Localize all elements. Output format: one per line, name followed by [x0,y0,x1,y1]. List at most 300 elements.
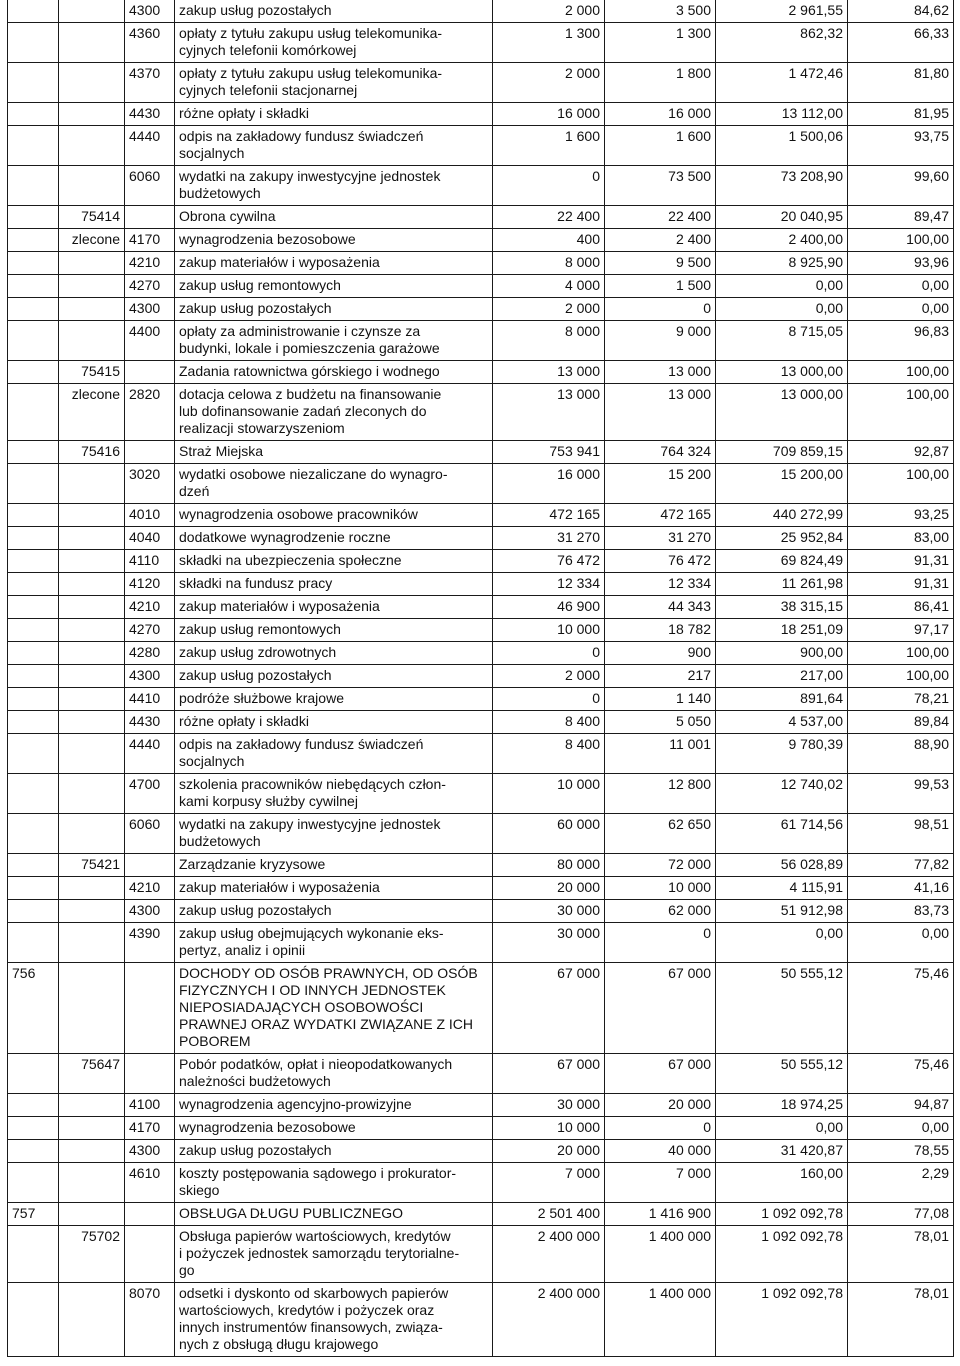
cell-execution: 1 472,46 [716,63,848,103]
cell-execution: 4 537,00 [716,711,848,734]
cell-execution: 1 500,06 [716,126,848,166]
cell-rozdzial [59,900,125,923]
cell-plan-after-changes: 20 000 [605,1094,716,1117]
cell-execution: 900,00 [716,642,848,665]
cell-description: zakup materiałów i wyposażenia [175,877,493,900]
cell-execution: 13 000,00 [716,361,848,384]
cell-rozdzial [59,252,125,275]
cell-rozdzial [59,1140,125,1163]
cell-dzial [8,734,59,774]
cell-execution: 0,00 [716,298,848,321]
budget-expenditure-table [7,0,954,1357]
cell-plan-after-changes: 1 600 [605,126,716,166]
cell-paragraf: 4270 [125,275,175,298]
cell-plan: 10 000 [493,774,605,814]
table-row [8,665,954,688]
cell-description: odsetki i dyskonto od skarbowych papierów wartościowych, kredytów i pożyczek oraz innych instrumentów finansowych, związa- nych z obsługą długu krajowego [175,1283,493,1357]
table-row [8,252,954,275]
cell-plan-after-changes: 9 000 [605,321,716,361]
cell-plan-after-changes: 31 270 [605,527,716,550]
cell-plan-after-changes: 1 416 900 [605,1203,716,1226]
cell-plan: 2 400 000 [493,1283,605,1357]
cell-rozdzial [59,504,125,527]
cell-percent: 78,01 [848,1283,954,1357]
cell-dzial [8,63,59,103]
cell-description: Zarządzanie kryzysowe [175,854,493,877]
cell-dzial [8,1163,59,1203]
cell-plan-after-changes: 3 500 [605,0,716,23]
cell-execution: 217,00 [716,665,848,688]
cell-percent: 0,00 [848,298,954,321]
cell-description: wynagrodzenia osobowe pracowników [175,504,493,527]
cell-plan: 13 000 [493,384,605,441]
cell-paragraf: 4300 [125,298,175,321]
cell-dzial [8,361,59,384]
cell-rozdzial: 75421 [59,854,125,877]
cell-paragraf [125,441,175,464]
cell-rozdzial [59,923,125,963]
table-row [8,774,954,814]
cell-execution: 4 115,91 [716,877,848,900]
cell-description: zakup usług remontowych [175,275,493,298]
cell-plan: 4 000 [493,275,605,298]
cell-plan: 0 [493,688,605,711]
cell-execution: 0,00 [716,923,848,963]
cell-dzial [8,642,59,665]
table-row [8,814,954,854]
cell-description: różne opłaty i składki [175,103,493,126]
cell-paragraf: 4100 [125,1094,175,1117]
cell-dzial [8,1140,59,1163]
cell-rozdzial [59,63,125,103]
table-row [8,1226,954,1283]
cell-dzial [8,665,59,688]
cell-percent: 66,33 [848,23,954,63]
cell-plan: 1 300 [493,23,605,63]
cell-dzial [8,252,59,275]
cell-plan: 8 400 [493,734,605,774]
table-row [8,1203,954,1226]
cell-rozdzial [59,642,125,665]
cell-dzial [8,596,59,619]
cell-plan-after-changes: 217 [605,665,716,688]
cell-plan-after-changes: 16 000 [605,103,716,126]
cell-percent: 100,00 [848,384,954,441]
cell-description: Zadania ratownictwa górskiego i wodnego [175,361,493,384]
cell-dzial [8,23,59,63]
cell-execution: 2 400,00 [716,229,848,252]
cell-percent: 0,00 [848,1117,954,1140]
cell-execution: 31 420,87 [716,1140,848,1163]
cell-plan: 16 000 [493,103,605,126]
cell-description: koszty postępowania sądowego i prokurator- skiego [175,1163,493,1203]
cell-execution: 0,00 [716,1117,848,1140]
cell-rozdzial: 75702 [59,1226,125,1283]
cell-percent: 81,95 [848,103,954,126]
cell-plan: 12 334 [493,573,605,596]
cell-rozdzial: zlecone [59,384,125,441]
cell-execution: 18 251,09 [716,619,848,642]
cell-percent: 0,00 [848,923,954,963]
cell-execution: 11 261,98 [716,573,848,596]
cell-plan-after-changes: 12 800 [605,774,716,814]
cell-percent: 41,16 [848,877,954,900]
cell-description: DOCHODY OD OSÓB PRAWNYCH, OD OSÓB FIZYCZNYCH I OD INNYCH JEDNOSTEK NIEPOSIADAJĄCYCH OSOBOWOŚCI PRAWNEJ ORAZ WYDATKI ZWIĄZANE Z ICH POBOREM [175,963,493,1054]
cell-description: odpis na zakładowy fundusz świadczeń socjalnych [175,126,493,166]
cell-plan: 20 000 [493,877,605,900]
cell-execution: 15 200,00 [716,464,848,504]
cell-plan: 0 [493,166,605,206]
cell-plan: 0 [493,642,605,665]
cell-plan-after-changes: 764 324 [605,441,716,464]
cell-paragraf: 4410 [125,688,175,711]
cell-percent: 0,00 [848,275,954,298]
table-row [8,103,954,126]
cell-execution: 50 555,12 [716,1054,848,1094]
cell-percent: 94,87 [848,1094,954,1117]
cell-plan: 30 000 [493,923,605,963]
cell-rozdzial [59,1094,125,1117]
cell-dzial [8,384,59,441]
cell-percent: 78,21 [848,688,954,711]
table-row [8,527,954,550]
table-row [8,596,954,619]
cell-plan-after-changes: 0 [605,923,716,963]
cell-paragraf [125,1203,175,1226]
table-row [8,298,954,321]
table-row [8,126,954,166]
cell-rozdzial: 75414 [59,206,125,229]
cell-paragraf: 4120 [125,573,175,596]
cell-rozdzial [59,688,125,711]
cell-plan-after-changes: 11 001 [605,734,716,774]
cell-paragraf: 4370 [125,63,175,103]
cell-description: zakup materiałów i wyposażenia [175,252,493,275]
cell-dzial [8,206,59,229]
table-row [8,1140,954,1163]
table-row [8,642,954,665]
cell-rozdzial [59,1163,125,1203]
cell-plan: 753 941 [493,441,605,464]
cell-plan-after-changes: 1 400 000 [605,1226,716,1283]
cell-percent: 98,51 [848,814,954,854]
cell-dzial [8,688,59,711]
cell-rozdzial [59,1203,125,1226]
table-row [8,166,954,206]
table-row [8,619,954,642]
cell-paragraf: 4300 [125,1140,175,1163]
cell-paragraf: 6060 [125,814,175,854]
table-row [8,900,954,923]
cell-percent: 89,47 [848,206,954,229]
cell-percent: 83,73 [848,900,954,923]
cell-description: Obrona cywilna [175,206,493,229]
cell-plan-after-changes: 10 000 [605,877,716,900]
cell-paragraf: 4040 [125,527,175,550]
cell-plan-after-changes: 1 500 [605,275,716,298]
cell-dzial [8,229,59,252]
cell-description: Pobór podatków, opłat i nieopodatkowanych należności budżetowych [175,1054,493,1094]
cell-rozdzial [59,23,125,63]
cell-rozdzial [59,665,125,688]
cell-plan-after-changes: 13 000 [605,361,716,384]
cell-percent: 86,41 [848,596,954,619]
cell-plan: 8 000 [493,252,605,275]
cell-dzial [8,126,59,166]
cell-percent: 92,87 [848,441,954,464]
cell-description: składki na fundusz pracy [175,573,493,596]
table-row [8,1094,954,1117]
table-row [8,1283,954,1357]
cell-dzial [8,814,59,854]
table-row [8,877,954,900]
cell-execution: 709 859,15 [716,441,848,464]
cell-paragraf: 8070 [125,1283,175,1357]
cell-percent: 91,31 [848,550,954,573]
cell-plan-after-changes: 900 [605,642,716,665]
cell-paragraf [125,361,175,384]
table-row [8,1117,954,1140]
cell-rozdzial: 75416 [59,441,125,464]
cell-plan-after-changes: 22 400 [605,206,716,229]
cell-plan-after-changes: 15 200 [605,464,716,504]
cell-percent: 75,46 [848,963,954,1054]
cell-rozdzial [59,596,125,619]
table-row [8,384,954,441]
cell-plan-after-changes: 0 [605,1117,716,1140]
cell-percent: 88,90 [848,734,954,774]
cell-plan-after-changes: 472 165 [605,504,716,527]
cell-paragraf [125,963,175,1054]
cell-percent: 99,53 [848,774,954,814]
cell-rozdzial [59,774,125,814]
cell-plan-after-changes: 18 782 [605,619,716,642]
cell-rozdzial [59,814,125,854]
cell-plan: 76 472 [493,550,605,573]
cell-description: dotacja celowa z budżetu na finansowanie lub dofinansowanie zadań zleconych do realizacji stowarzyszeniom [175,384,493,441]
table-row [8,854,954,877]
cell-description: opłaty z tytułu zakupu usług telekomunika- cyjnych telefonii komórkowej [175,23,493,63]
cell-plan-after-changes: 67 000 [605,963,716,1054]
cell-execution: 20 040,95 [716,206,848,229]
cell-plan: 30 000 [493,900,605,923]
cell-percent: 100,00 [848,229,954,252]
cell-paragraf: 4300 [125,0,175,23]
cell-rozdzial [59,711,125,734]
cell-description: podróże służbowe krajowe [175,688,493,711]
cell-plan: 10 000 [493,1117,605,1140]
table-row [8,1163,954,1203]
cell-plan: 472 165 [493,504,605,527]
cell-percent: 97,17 [848,619,954,642]
table-row [8,63,954,103]
cell-rozdzial [59,126,125,166]
cell-plan-after-changes: 1 800 [605,63,716,103]
cell-plan: 67 000 [493,963,605,1054]
cell-paragraf: 4430 [125,711,175,734]
cell-description: OBSŁUGA DŁUGU PUBLICZNEGO [175,1203,493,1226]
cell-execution: 891,64 [716,688,848,711]
cell-dzial [8,321,59,361]
cell-plan-after-changes: 72 000 [605,854,716,877]
cell-description: Obsługa papierów wartościowych, kredytów i pożyczek jednostek samorządu terytorialne- go [175,1226,493,1283]
cell-description: opłaty za administrowanie i czynsze za budynki, lokale i pomieszczenia garażowe [175,321,493,361]
cell-percent: 100,00 [848,361,954,384]
cell-dzial [8,464,59,504]
cell-percent: 93,75 [848,126,954,166]
cell-dzial [8,1054,59,1094]
table-row [8,464,954,504]
cell-description: wydatki osobowe niezaliczane do wynagro- dzeń [175,464,493,504]
cell-execution: 73 208,90 [716,166,848,206]
cell-paragraf: 4170 [125,229,175,252]
table-row [8,229,954,252]
cell-plan: 67 000 [493,1054,605,1094]
cell-description: dodatkowe wynagrodzenie roczne [175,527,493,550]
cell-plan-after-changes: 62 000 [605,900,716,923]
cell-percent: 83,00 [848,527,954,550]
cell-percent: 99,60 [848,166,954,206]
cell-plan: 7 000 [493,1163,605,1203]
cell-dzial [8,550,59,573]
cell-percent: 100,00 [848,665,954,688]
cell-description: zakup usług zdrowotnych [175,642,493,665]
cell-paragraf: 4430 [125,103,175,126]
cell-paragraf [125,1054,175,1094]
cell-percent: 84,62 [848,0,954,23]
cell-plan: 10 000 [493,619,605,642]
cell-paragraf: 3020 [125,464,175,504]
table-body [8,0,954,1357]
cell-plan-after-changes: 7 000 [605,1163,716,1203]
table-row [8,0,954,23]
cell-description: zakup usług remontowych [175,619,493,642]
cell-plan: 8 400 [493,711,605,734]
cell-plan: 2 000 [493,63,605,103]
cell-percent: 100,00 [848,642,954,665]
cell-rozdzial [59,619,125,642]
cell-dzial [8,774,59,814]
cell-execution: 2 961,55 [716,0,848,23]
cell-dzial [8,900,59,923]
cell-paragraf: 4610 [125,1163,175,1203]
cell-paragraf: 4280 [125,642,175,665]
cell-execution: 61 714,56 [716,814,848,854]
cell-percent: 77,82 [848,854,954,877]
cell-dzial [8,619,59,642]
cell-execution: 1 092 092,78 [716,1226,848,1283]
cell-rozdzial [59,527,125,550]
cell-description: zakup usług pozostałych [175,1140,493,1163]
cell-percent: 81,80 [848,63,954,103]
cell-rozdzial [59,0,125,23]
cell-description: odpis na zakładowy fundusz świadczeń socjalnych [175,734,493,774]
cell-execution: 9 780,39 [716,734,848,774]
cell-rozdzial: zlecone [59,229,125,252]
cell-percent: 91,31 [848,573,954,596]
cell-plan-after-changes: 1 300 [605,23,716,63]
cell-execution: 862,32 [716,23,848,63]
cell-dzial [8,1117,59,1140]
cell-description: różne opłaty i składki [175,711,493,734]
cell-plan: 2 000 [493,665,605,688]
cell-plan-after-changes: 73 500 [605,166,716,206]
cell-description: zakup materiałów i wyposażenia [175,596,493,619]
cell-paragraf: 4170 [125,1117,175,1140]
cell-paragraf: 4390 [125,923,175,963]
cell-rozdzial [59,550,125,573]
cell-description: wydatki na zakupy inwestycyjne jednostek budżetowych [175,814,493,854]
cell-plan-after-changes: 1 400 000 [605,1283,716,1357]
cell-execution: 13 000,00 [716,384,848,441]
cell-paragraf: 4010 [125,504,175,527]
cell-plan: 2 000 [493,298,605,321]
cell-plan: 2 000 [493,0,605,23]
cell-description: zakup usług pozostałych [175,665,493,688]
cell-dzial [8,527,59,550]
cell-dzial [8,854,59,877]
cell-plan-after-changes: 40 000 [605,1140,716,1163]
cell-dzial [8,711,59,734]
cell-dzial [8,923,59,963]
cell-plan: 31 270 [493,527,605,550]
cell-plan: 13 000 [493,361,605,384]
table-row [8,1054,954,1094]
cell-plan: 22 400 [493,206,605,229]
cell-description: szkolenia pracowników niebędących człon- kami korpusy służby cywilnej [175,774,493,814]
cell-paragraf: 4360 [125,23,175,63]
cell-paragraf [125,1226,175,1283]
cell-plan: 20 000 [493,1140,605,1163]
cell-paragraf: 4440 [125,126,175,166]
cell-execution: 0,00 [716,275,848,298]
cell-description: wynagrodzenia agencyjno-prowizyjne [175,1094,493,1117]
cell-percent: 100,00 [848,464,954,504]
cell-execution: 50 555,12 [716,963,848,1054]
cell-paragraf: 4210 [125,877,175,900]
cell-plan-after-changes: 1 140 [605,688,716,711]
cell-plan-after-changes: 9 500 [605,252,716,275]
cell-description: zakup usług pozostałych [175,298,493,321]
table-row [8,550,954,573]
table-row [8,441,954,464]
cell-dzial [8,441,59,464]
cell-percent: 77,08 [848,1203,954,1226]
cell-description: składki na ubezpieczenia społeczne [175,550,493,573]
table-row [8,711,954,734]
cell-plan: 2 501 400 [493,1203,605,1226]
cell-dzial [8,166,59,206]
cell-percent: 96,83 [848,321,954,361]
cell-percent: 89,84 [848,711,954,734]
cell-execution: 1 092 092,78 [716,1203,848,1226]
cell-rozdzial [59,573,125,596]
cell-paragraf: 4210 [125,252,175,275]
cell-percent: 93,25 [848,504,954,527]
cell-rozdzial: 75415 [59,361,125,384]
cell-plan-after-changes: 13 000 [605,384,716,441]
cell-execution: 69 824,49 [716,550,848,573]
cell-plan: 46 900 [493,596,605,619]
cell-plan: 60 000 [493,814,605,854]
cell-plan: 8 000 [493,321,605,361]
cell-execution: 18 974,25 [716,1094,848,1117]
cell-percent: 78,55 [848,1140,954,1163]
cell-plan-after-changes: 2 400 [605,229,716,252]
cell-paragraf: 4300 [125,665,175,688]
cell-dzial [8,275,59,298]
cell-rozdzial [59,298,125,321]
